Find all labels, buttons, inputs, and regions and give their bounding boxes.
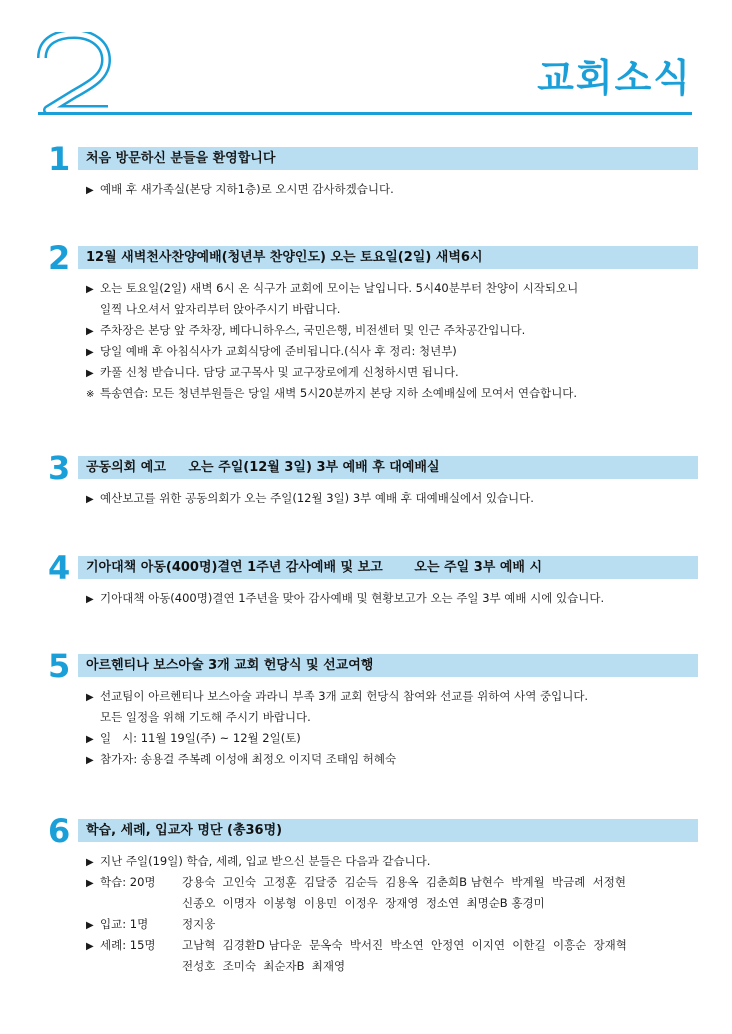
list-item	[86, 588, 696, 609]
section-title: 12월 새벽천사찬양예배(청년부 찬양인도) 오는 토요일(2일) 새벽6시	[86, 250, 483, 265]
section-number: 6	[48, 812, 71, 850]
list-item-text: 특송연습: 모든 청년부원들은 당일 새벽 5시20분까지 본당 지하 소예배실에 모여서 연습합니다.	[100, 386, 578, 400]
bullet-arrow-icon: ▶	[86, 347, 94, 358]
section-title: 처음 방문하신 분들을 환영합니다	[86, 151, 276, 166]
list-item-note	[86, 383, 696, 404]
section-number: 4	[48, 549, 71, 587]
list-item	[86, 851, 696, 872]
list-item	[86, 278, 696, 299]
section-number: 2	[48, 239, 71, 277]
list-item	[86, 179, 696, 200]
header-divider	[38, 112, 692, 115]
list-item-text: 지난 주일(19일) 학습, 세례, 입교 받으신 분들은 다음과 같습니다.	[100, 854, 431, 868]
section-body	[86, 488, 696, 509]
bullet-arrow-icon: ▶	[86, 494, 94, 505]
section-title: 기아대책 아동(400명)결연 1주년 감사예배 및 보고 오는 주일 3부 예배 시	[86, 560, 543, 575]
list-item	[86, 320, 696, 341]
bullet-arrow-icon: ▶	[86, 368, 94, 379]
bullet-arrow-icon: ▶	[86, 692, 94, 703]
list-item-continuation: 모든 일정을 위해 기도해 주시기 바랍니다.	[100, 710, 311, 724]
bullet-arrow-icon: ▶	[86, 941, 94, 952]
list-item	[86, 362, 696, 383]
roster-row-baptism	[86, 935, 696, 956]
bullet-arrow-icon: ▶	[86, 185, 94, 196]
list-item-text: 예배 후 새가족실(본당 지하1층)로 오시면 감사하겠습니다.	[100, 182, 394, 196]
roster-names: 정지웅	[182, 917, 216, 931]
section-number: 1	[48, 140, 71, 178]
roster-label-text: 입교: 1명	[100, 917, 149, 931]
bullet-arrow-icon: ▶	[86, 326, 94, 337]
section-body	[86, 686, 696, 770]
list-item	[86, 488, 696, 509]
section-title: 공동의회 예고 오는 주일(12월 3일) 3부 예배 후 대예배실	[86, 460, 440, 475]
page-title: 교회소식	[537, 56, 692, 100]
bullet-arrow-icon: ▶	[86, 878, 94, 889]
list-item-text: 오는 토요일(2일) 새벽 6시 온 식구가 교회에 모이는 날입니다. 5시40분부터 찬양이 시작되오니	[100, 281, 579, 295]
roster-label	[86, 914, 182, 935]
bullet-arrow-icon: ▶	[86, 755, 94, 766]
bullet-arrow-icon: ▶	[86, 920, 94, 931]
bullet-arrow-icon: ▶	[86, 284, 94, 295]
roster-label-text: 학습: 20명	[100, 875, 156, 889]
section-number: 5	[48, 647, 71, 685]
list-item-text: 예산보고를 위한 공동의회가 오는 주일(12월 3일) 3부 예배 후 대예배실에서 있습니다.	[100, 491, 534, 505]
list-item-text: 카풀 신청 받습니다. 담당 교구목사 및 교구장로에게 신청하시면 됩니다.	[100, 365, 459, 379]
section-number: 3	[48, 449, 71, 487]
page-number-text: 2	[34, 32, 35, 33]
roster-label	[86, 935, 182, 956]
section-body	[86, 179, 696, 200]
list-item	[86, 728, 696, 749]
roster-names: 강용숙 고인숙 고정훈 김달중 김순득 김용옥 김춘희B 남현수 박계월 박금례 서정현	[182, 875, 626, 889]
list-item-text: 당일 예배 후 아침식사가 교회식당에 준비됩니다.(식사 후 정리: 청년부)	[100, 344, 457, 358]
section-body	[86, 851, 696, 977]
section-body	[86, 588, 696, 609]
section-title: 아르헨티나 보스아술 3개 교회 헌당식 및 선교여행	[86, 658, 374, 673]
page-number	[34, 32, 114, 116]
list-item-text: 참가자: 송용걸 주복례 이성애 최정오 이지덕 조태임 허혜숙	[100, 752, 397, 766]
roster-names-continuation: 신종오 이명자 이봉형 이용민 이정우 장재영 정소연 최명순B 홍경미	[182, 896, 545, 910]
roster-row-catechumen	[86, 872, 696, 893]
list-item-text: 선교팀이 아르헨티나 보스아술 과라니 부족 3개 교회 헌당식 참여와 선교를 위하여 사역 중입니다.	[100, 689, 589, 703]
list-item-text: 주차장은 본당 앞 주차장, 베다니하우스, 국민은행, 비전센터 및 인근 주차공간입니다.	[100, 323, 526, 337]
page-number-glyph	[34, 32, 114, 116]
roster-names: 고남혁 김경환D 남다운 문옥숙 박서진 박소연 안정연 이지연 이한길 이흥순 장재혁	[182, 938, 627, 952]
roster-label-text: 세례: 15명	[100, 938, 156, 952]
reference-mark-icon: ※	[86, 389, 95, 400]
roster-row-confirmation	[86, 914, 696, 935]
list-item-text: 기아대책 아동(400명)결연 1주년을 맞아 감사예배 및 현황보고가 오는 주일 3부 예배 시에 있습니다.	[100, 591, 605, 605]
section-body	[86, 278, 696, 404]
bullet-arrow-icon: ▶	[86, 594, 94, 605]
list-item	[86, 749, 696, 770]
list-item	[86, 686, 696, 707]
section-title: 학습, 세례, 입교자 명단 (총36명)	[86, 823, 283, 838]
list-item-text: 일 시: 11월 19일(주) ~ 12월 2일(토)	[100, 731, 301, 745]
list-item	[86, 341, 696, 362]
roster-label	[86, 872, 182, 893]
roster-names-continuation: 전성호 조미숙 최순자B 최재영	[182, 959, 346, 973]
bullet-arrow-icon: ▶	[86, 857, 94, 868]
list-item-continuation: 일찍 나오셔서 앞자리부터 앉아주시기 바랍니다.	[100, 302, 341, 316]
bullet-arrow-icon: ▶	[86, 734, 94, 745]
